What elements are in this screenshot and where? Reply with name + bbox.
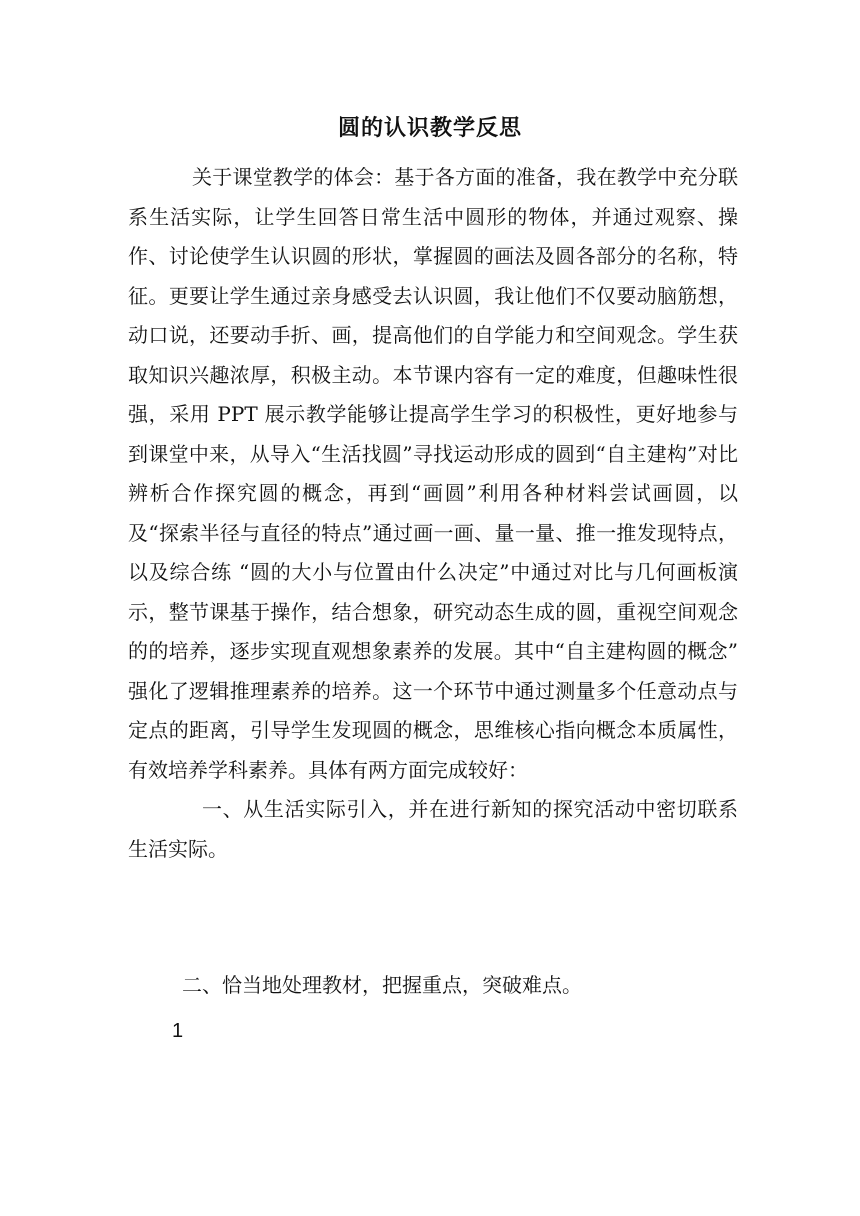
point-one-paragraph: 一、从生活实际引入，并在进行新知的探究活动中密切联系生活实际。 bbox=[128, 797, 738, 861]
main-paragraph: 关于课堂教学的体会：基于各方面的准备，我在教学中充分联系生活实际，让学生回答日常生活中圆形的物体，并通过观察、操作、讨论使学生认识圆的形状，掌握圆的画法及圆各部分的名称，特征。更要让学生通过亲身感受去认识圆，我让他们不仅要动脑筋想，动口说，还要动手折、画，提高他们的自学能力和空间观念。学生获取知识兴趣浓厚，积极主动。本节课内容有一定的难度，但趣味性很强，采用 PPT 展示教学能够让提高学生学习的积极性，更好地参与到课堂中来，从导入“生活找圆”寻找运动形成的圆到“自主建构”对比辨析合作探究圆的概念，再到“画圆”利用各种材料尝试画圆，以及“探索半径与直径的特点”通过画一画、量一量、推一推发现特点，以及综合练 “圆的大小与位置由什么决定”中通过对比与几何画板演示，整节课基于操作，结合想象，研究动态生成的圆，重视空间观念的的培养，逐步实现直观想象素养的发展。其中“自主建构圆的概念” 强化了逻辑推理素养的培养。这一个环节中通过测量多个任意动点与定点的距离，引导学生发现圆的概念，思维核心指向概念本质属性，有效培养学科素养。具体有两方面完成较好： bbox=[128, 165, 738, 782]
document-title: 圆的认识教学反思 bbox=[337, 115, 522, 141]
point-two-paragraph: 二、恰当地处理教材，把握重点，突破难点。 bbox=[182, 973, 582, 997]
document-body bbox=[128, 158, 738, 869]
page-number: 1 bbox=[172, 1020, 184, 1042]
